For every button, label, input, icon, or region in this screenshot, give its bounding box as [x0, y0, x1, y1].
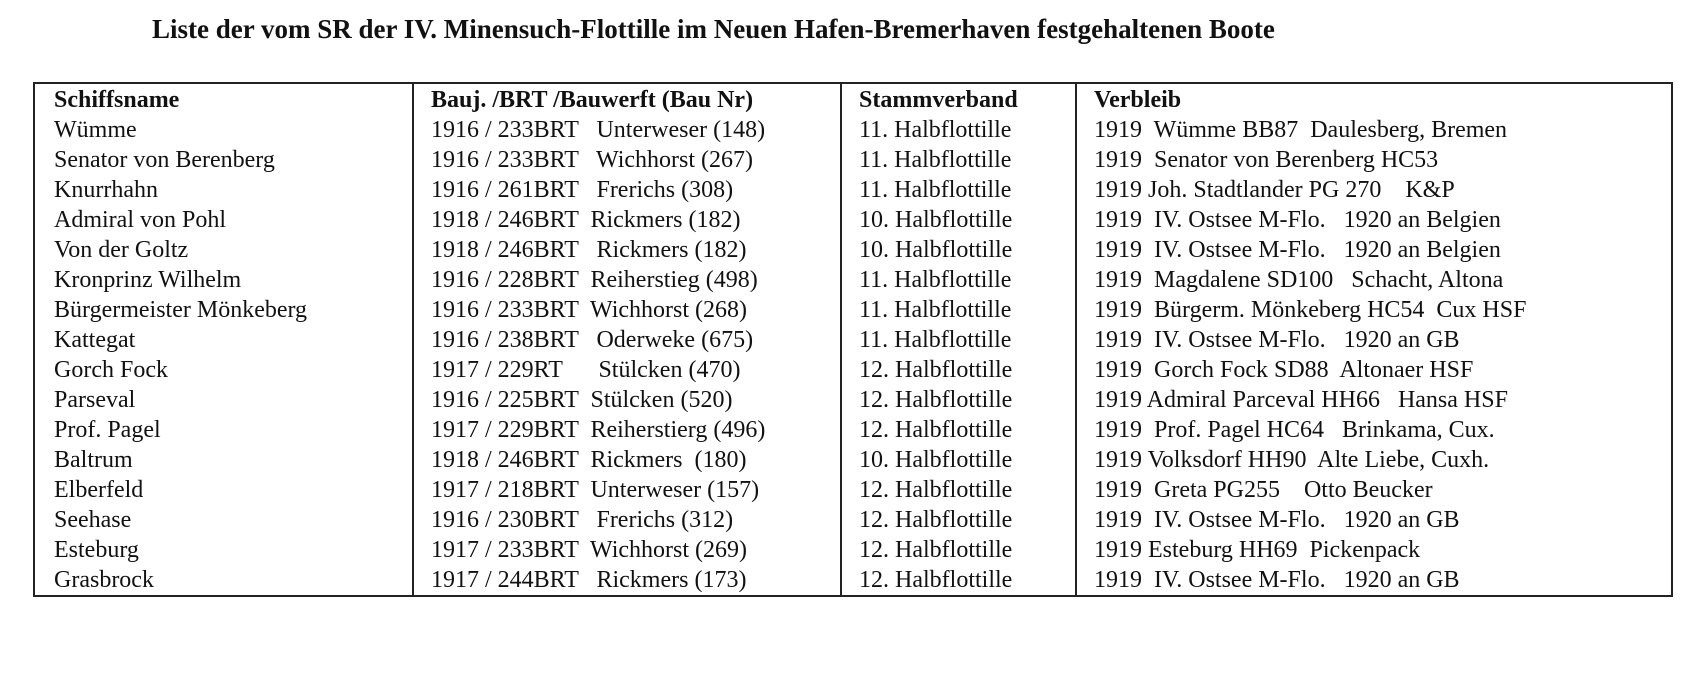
table-row — [34, 475, 1672, 505]
cell-verbleib: 1919 Wümme BB87 Daulesberg, Bremen — [1076, 115, 1672, 145]
cell-bauj-brt-bauwerft: 1916 / 230BRT Frerichs (312) — [413, 505, 841, 535]
table-row — [34, 355, 1672, 385]
cell-schiffsname: Kattegat — [34, 325, 413, 355]
cell-bauj-brt-bauwerft: 1917 / 229BRT Reiherstierg (496) — [413, 415, 841, 445]
table-row — [34, 325, 1672, 355]
cell-verbleib: 1919 IV. Ostsee M-Flo. 1920 an Belgien — [1076, 235, 1672, 265]
cell-bauj-brt-bauwerft: 1917 / 229RT Stülcken (470) — [413, 355, 841, 385]
cell-schiffsname: Admiral von Pohl — [34, 205, 413, 235]
table-row — [34, 505, 1672, 535]
table-row — [34, 265, 1672, 295]
table-row — [34, 445, 1672, 475]
header-bauj-brt-bauwerft: Bauj. /BRT /Bauwerft (Bau Nr) — [413, 83, 841, 115]
cell-bauj-brt-bauwerft: 1917 / 233BRT Wichhorst (269) — [413, 535, 841, 565]
cell-verbleib: 1919 Admiral Parceval HH66 Hansa HSF — [1076, 385, 1672, 415]
cell-schiffsname: Bürgermeister Mönkeberg — [34, 295, 413, 325]
cell-stammverband: 10. Halbflottille — [841, 205, 1076, 235]
cell-schiffsname: Senator von Berenberg — [34, 145, 413, 175]
cell-bauj-brt-bauwerft: 1918 / 246BRT Rickmers (182) — [413, 235, 841, 265]
table-row — [34, 145, 1672, 175]
cell-stammverband: 11. Halbflottille — [841, 175, 1076, 205]
cell-verbleib: 1919 Esteburg HH69 Pickenpack — [1076, 535, 1672, 565]
cell-bauj-brt-bauwerft: 1916 / 233BRT Unterweser (148) — [413, 115, 841, 145]
cell-stammverband: 11. Halbflottille — [841, 295, 1076, 325]
cell-verbleib: 1919 Magdalene SD100 Schacht, Altona — [1076, 265, 1672, 295]
table-row — [34, 565, 1672, 596]
cell-verbleib: 1919 Greta PG255 Otto Beucker — [1076, 475, 1672, 505]
cell-stammverband: 11. Halbflottille — [841, 325, 1076, 355]
cell-verbleib: 1919 IV. Ostsee M-Flo. 1920 an GB — [1076, 565, 1672, 596]
table-row — [34, 385, 1672, 415]
cell-stammverband: 11. Halbflottille — [841, 115, 1076, 145]
table-row — [34, 205, 1672, 235]
cell-verbleib: 1919 Prof. Pagel HC64 Brinkama, Cux. — [1076, 415, 1672, 445]
cell-bauj-brt-bauwerft: 1918 / 246BRT Rickmers (182) — [413, 205, 841, 235]
cell-bauj-brt-bauwerft: 1916 / 233BRT Wichhorst (267) — [413, 145, 841, 175]
cell-schiffsname: Knurrhahn — [34, 175, 413, 205]
cell-verbleib: 1919 Gorch Fock SD88 Altonaer HSF — [1076, 355, 1672, 385]
cell-schiffsname: Grasbrock — [34, 565, 413, 596]
cell-schiffsname: Kronprinz Wilhelm — [34, 265, 413, 295]
cell-stammverband: 12. Halbflottille — [841, 505, 1076, 535]
cell-verbleib: 1919 Bürgerm. Mönkeberg HC54 Cux HSF — [1076, 295, 1672, 325]
cell-schiffsname: Elberfeld — [34, 475, 413, 505]
cell-schiffsname: Seehase — [34, 505, 413, 535]
table-body — [34, 115, 1672, 596]
cell-bauj-brt-bauwerft: 1917 / 244BRT Rickmers (173) — [413, 565, 841, 596]
cell-stammverband: 12. Halbflottille — [841, 415, 1076, 445]
header-stammverband: Stammverband — [841, 83, 1076, 115]
cell-bauj-brt-bauwerft: 1916 / 238BRT Oderweke (675) — [413, 325, 841, 355]
cell-verbleib: 1919 Senator von Berenberg HC53 — [1076, 145, 1672, 175]
table-row — [34, 415, 1672, 445]
table-row — [34, 535, 1672, 565]
cell-stammverband: 12. Halbflottille — [841, 565, 1076, 596]
cell-verbleib: 1919 Volksdorf HH90 Alte Liebe, Cuxh. — [1076, 445, 1672, 475]
cell-schiffsname: Wümme — [34, 115, 413, 145]
cell-schiffsname: Esteburg — [34, 535, 413, 565]
page-title: Liste der vom SR der IV. Minensuch-Flottille im Neuen Hafen-Bremerhaven festgehaltenen Boote — [152, 14, 1275, 44]
cell-stammverband: 11. Halbflottille — [841, 265, 1076, 295]
cell-stammverband: 10. Halbflottille — [841, 445, 1076, 475]
cell-bauj-brt-bauwerft: 1917 / 218BRT Unterweser (157) — [413, 475, 841, 505]
table-row — [34, 175, 1672, 205]
table-header-row — [34, 83, 1672, 115]
cell-stammverband: 12. Halbflottille — [841, 475, 1076, 505]
table-row — [34, 295, 1672, 325]
cell-schiffsname: Gorch Fock — [34, 355, 413, 385]
cell-bauj-brt-bauwerft: 1918 / 246BRT Rickmers (180) — [413, 445, 841, 475]
cell-bauj-brt-bauwerft: 1916 / 228BRT Reiherstieg (498) — [413, 265, 841, 295]
cell-bauj-brt-bauwerft: 1916 / 233BRT Wichhorst (268) — [413, 295, 841, 325]
cell-schiffsname: Prof. Pagel — [34, 415, 413, 445]
cell-verbleib: 1919 IV. Ostsee M-Flo. 1920 an Belgien — [1076, 205, 1672, 235]
cell-stammverband: 12. Halbflottille — [841, 385, 1076, 415]
cell-stammverband: 12. Halbflottille — [841, 355, 1076, 385]
header-verbleib: Verbleib — [1076, 83, 1672, 115]
cell-schiffsname: Parseval — [34, 385, 413, 415]
cell-verbleib: 1919 Joh. Stadtlander PG 270 K&P — [1076, 175, 1672, 205]
header-schiffsname: Schiffsname — [34, 83, 413, 115]
cell-stammverband: 11. Halbflottille — [841, 145, 1076, 175]
table-row — [34, 115, 1672, 145]
cell-stammverband: 10. Halbflottille — [841, 235, 1076, 265]
cell-bauj-brt-bauwerft: 1916 / 225BRT Stülcken (520) — [413, 385, 841, 415]
boats-table — [33, 82, 1673, 597]
cell-schiffsname: Baltrum — [34, 445, 413, 475]
cell-stammverband: 12. Halbflottille — [841, 535, 1076, 565]
cell-bauj-brt-bauwerft: 1916 / 261BRT Frerichs (308) — [413, 175, 841, 205]
cell-verbleib: 1919 IV. Ostsee M-Flo. 1920 an GB — [1076, 505, 1672, 535]
cell-verbleib: 1919 IV. Ostsee M-Flo. 1920 an GB — [1076, 325, 1672, 355]
cell-schiffsname: Von der Goltz — [34, 235, 413, 265]
table-row — [34, 235, 1672, 265]
